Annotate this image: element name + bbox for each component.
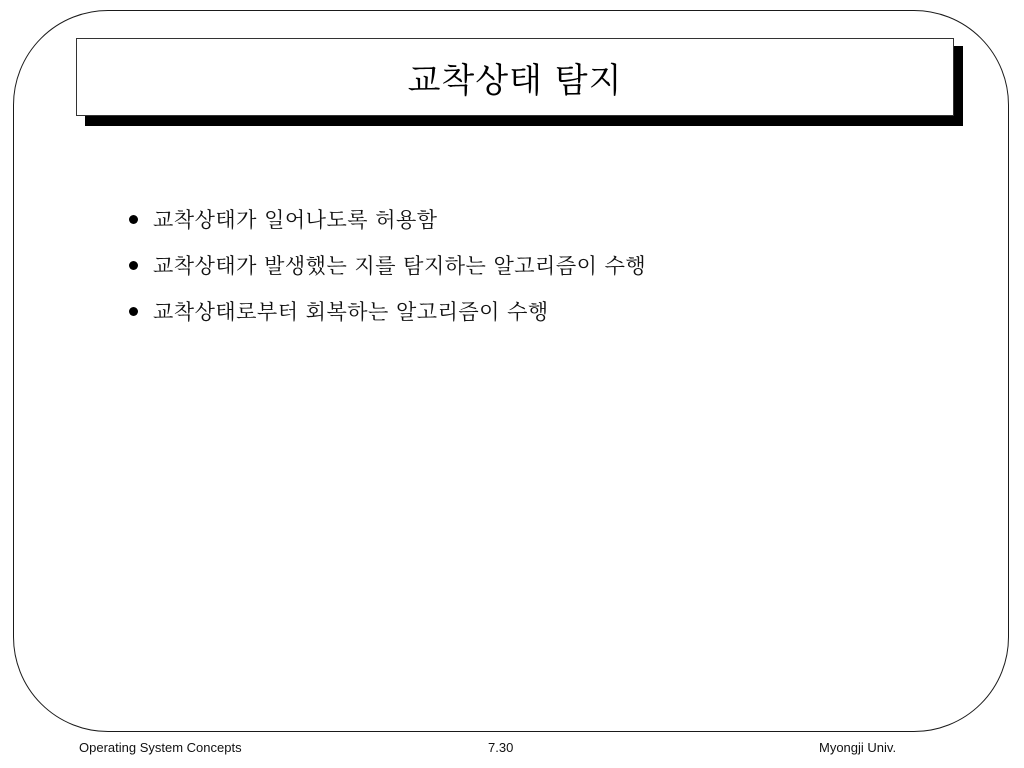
bullet-text: 교착상태가 발생했는 지를 탐지하는 알고리즘이 수행 (153, 254, 647, 278)
footer-course-name: Operating System Concepts (79, 740, 242, 755)
slide-title: 교착상태 탐지 (407, 60, 623, 101)
bullet-icon (129, 307, 138, 316)
bullet-list (125, 196, 646, 334)
bullet-icon (129, 261, 138, 270)
title-box (76, 38, 954, 116)
footer-page-number: 7.30 (488, 740, 514, 755)
bullet-icon (129, 215, 138, 224)
bullet-text: 교착상태로부터 회복하는 알고리즘이 수행 (153, 300, 549, 324)
footer-university: Myongji Univ. (819, 740, 897, 755)
bullet-text: 교착상태가 일어나도록 허용함 (153, 208, 438, 232)
bullet-item (125, 242, 646, 288)
bullet-item (125, 196, 646, 242)
bullet-item (125, 288, 646, 334)
